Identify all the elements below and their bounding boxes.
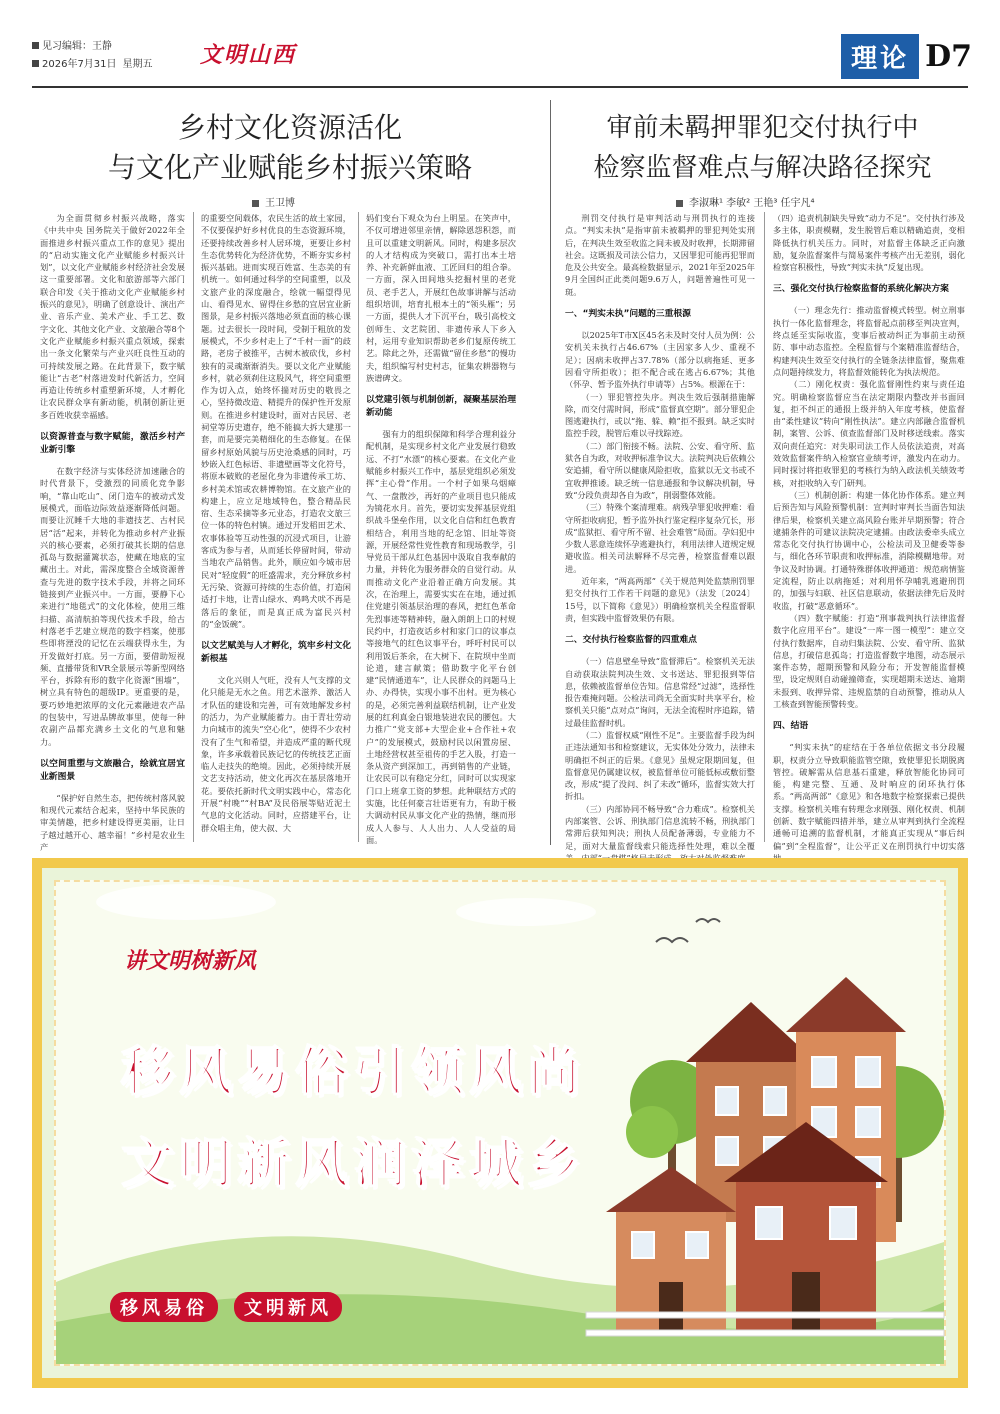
- paragraph: （四）数字赋能：打造“刑事裁判执行法律监督数字化应用平台”。建设“一库一图一模型”：建立交付执行数据库，自动归集法院、公安、看守所、监狱信息，打破信息孤岛；打造监督数字地图，动态展示案件态势，超期预警和风险分布；开发智能监督模型，设定规则自动碰撞筛查，实现超期未送达、逾期未报到、收押异常、违规监禁的自动预警，推动从人工核查到智能预警转变。: [773, 612, 965, 709]
- author: 王卫博: [265, 198, 295, 209]
- column-divider: [193, 212, 194, 842]
- title-line: 审前未羁押罪犯交付执行中: [606, 113, 919, 143]
- left-article-title: [40, 108, 540, 188]
- paragraph: 妈们变台下观众为台上明星。在笑声中，不仅可增进邻里亲情，解除恩怨积怨，而且可以重建文明新风。同时，构建多层次的人才结构成为突破口，需打出本土培养、补充新鲜血液、工匠回归的组合拳。一方面，深入田间地头挖掘村里的老党员、老手艺人，开展红色故事讲解与活动组织培训，培育扎根本土的“领头雁”；另一方面，提供人才下沉平台，吸引高校文创师生、文艺院团、非遗传承人下乡入村，运用专业知识帮助老乡们复原传统工艺。除此之外，还需做“留住乡愁”的慢功夫，组织编写村史村志，征集农耕器物与族谱碑文。: [366, 213, 516, 383]
- paragraph: 的重要空间载体，农民生活的故土家园，不仅要保护好乡村优良的生态资源环境，还要持续改善乡村人居环境，更要让乡村生态优势转化为经济优势，不断夯实乡村振兴基础。进而实现百姓富、生态美的有机统一。如何通过科学的空间重塑，以及文旅产业的深度融合，绘就一幅望得见山、看得见水、留得住乡愁的宜居宜业新图景，是乡村振兴落地必须直面的核心课题。过去很长一段时间，受制于粗放的发展模式，不少乡村走上了“千村一面”的歧路，老房子被推平，古树木被砍伐，乡村独有的灵魂渐渐消失。要以文化产业赋能乡村，就必须刹住这股风气，将空间重塑作为切入点，始终怀揣对历史的敬畏之心，坚持微改造、精提升的保护性开发原则。在推进乡村建设时，面对古民居、老祠堂等历史遗存，绝不能搞大拆大建那一套，而是要完美精细化的生态修复。在保留乡村原始风貌与历史沧桑感的同时，巧妙嵌入红色标语、非遗壁画等文化符号，将原本破败的老屋化身为非遗传承工坊、乡村美术馆或农耕博物馆。在文旅产业的构建上，应立足地域特色，整合精品民宿、生态采摘等多元业态，打造农文旅三位一体的特色村镇。通过开发稻田艺术、农事体验等互动性强的沉浸式项目，让游客成为参与者，从而延长停留时间，带动当地农产品销售。此外，顺应如今城市居民对“轻度假”的旺盛需求，充分释放乡村无污染、资源可持续的生态价值，打造闲适打卡地，让青山绿水、鸡鸣犬吠不再是落后的象征，而是真正成为富民兴村的“金饭碗”。: [201, 213, 351, 629]
- paragraph: 在数字经济与实体经济加速融合的时代背景下，受激烈的同质化竞争影响，“靠山吃山”、闭门造车的被动式发展模式，面临边际效益逐渐降低问题。而要让沉睡千大地的非遗技艺、古村民居“活”起来，并转化为推动乡村产业振兴的核心要素，必须打破其长期的信息孤岛与数据灌篱状态，使藏在地底的宝藏出土。对此，需深度整合全域资源普查与先进的数字技术手段，并将之同环链接到产业振兴中。一方面，要静下心来进行“地毯式”的文化体检，使用三维扫描、高清航拍等现代技术手段，给古村落老手艺建立规范的数字档案，使那些即将湮没的记忆在云端获得永生，为开发做好打底。另一方面，要借助短视频、直播带货和VR全景展示等新型网络平台，拆除有形的数字化资源“围墙”，树立具有特色的超级IP。更重要的是，要巧妙地把浓厚的文化元素融进农产品的包装中，写进品牌故事里，使每一种农副产品都充满乡土文化的气息和魅力。: [40, 466, 185, 747]
- section-heading: 三、强化交付执行检察监督的系统化解决方案: [773, 284, 949, 295]
- left-article-column-2: [201, 212, 351, 842]
- right-byline: [676, 194, 815, 209]
- bird-icon: [656, 938, 688, 942]
- section-logo: 文明山西: [200, 42, 297, 68]
- column-divider: [764, 212, 765, 842]
- square-bullet-icon: [32, 60, 39, 67]
- page-header: [32, 34, 972, 82]
- paragraph: （二）监督权威“刚性不足”。主要监督手段为纠正违法通知书和检察建议，无实体处分效力，法律未明确拒不纠正的后果。《意见》虽规定限期回复，但监督意见仍属建议权，被监督单位可能低标或敷衍整改，形成“提了没问、纠了未改”循环，监督实效大打折扣。: [565, 729, 755, 802]
- paragraph: （一）罪犯管控失序。判决生效后强制措施解除，而交付需时间，形成“监督真空期”。部分罪犯企图逃避执行，或以“拖、躲、赖”拒不报到。缺乏实时监控手段，脱管后难以寻找踪迹。: [565, 391, 755, 439]
- column-tag: 理论: [841, 34, 919, 79]
- paragraph: 以2025年T市X区45名未及时交付人员为例：公安机关未执行占46.67%（主因家多人少、重视不足）；因病未收押占37.78%（部分以病拖延、更多因看守所拒收）；拒不配合或在逃占6.67%；其他（怀孕、暂予监外执行申请等）占5%。根源在于：: [565, 330, 755, 390]
- banner-headline-1: 移风易俗引领风尚: [122, 1043, 587, 1103]
- square-bullet-icon: [32, 42, 39, 49]
- paragraph: “保护好自然生态，把传统村落风貌和现代元素结合起来，坚持中华民族的审美情趣，把乡村建设得更美丽，让日子越过越开心、越幸福！”乡村是农业生产: [40, 792, 185, 853]
- paragraph: 文化兴则人气旺，没有人气支撑的文化只能是无水之鱼。用艺术滋养、激活人才队伍的建设和完善，可有效地解发乡村的活力，为产业赋能蓄力。由于青壮劳动力向城市的流失“空心化”，使得不少农村没有了生气和希望，并造成严重的断代现象，许多承载着民族记忆的传统技艺正面临人走技失的绝境。因此，必须持续开展文艺支持活动，使文化再次在基层落地开花。要依托新时代文明实践中心，常态化开展“村晚”“村BA”及民俗展等贴近泥土气息的文化活动。同时，应搭建平台，让群众唱主角，使大叔、大: [201, 675, 351, 833]
- right-article-column-2: [773, 212, 965, 851]
- public-service-banner: [32, 858, 968, 1388]
- authors: 李淑琳¹ 李敏² 王艳³ 任宇凡⁴: [689, 198, 815, 209]
- section-heading: 一、“判实未执”问题的三重根源: [565, 309, 691, 320]
- right-article-title: [560, 108, 965, 188]
- bird-icon: [696, 919, 720, 922]
- paragraph: （四）追责机制缺失导致“动力不足”。交付执行涉及多主体，职责模糊，发生脱管后难以精确追责，变相降低执行机关压力。同时，对监督主体缺乏正向激励，复杂监督案件与简易案件考核产出无差别，弱化检察官积极性，导致“判实未执”反复出现。: [773, 213, 965, 273]
- paragraph: 为全面贯彻乡村振兴战略，落实《中共中央 国务院关于做好2022年全面推进乡村振兴重点工作的意见》提出的“启动实施文化产业赋能乡村振兴计划”，以文化产业赋能乡村经济社会发展这一重要部署。文化和旅游部等六部门联合印发《关于推动文化产业赋能乡村振兴的意见》，明确了创意设计、演出产业、音乐产业、美术产业、手工艺、数字文化、其他文化产业、文旅融合等8个文化产业赋能乡村振兴重点领域，探索出一条文化繁荣与产业兴旺良性互动的可持续发展之路。在此背景下，数字赋能让“古老”村落进发时代新活力，空间再造让传统乡村重塑新环境，人才孵化让农民群众享有新动能，机制创新让更多百姓收获幸福感。: [40, 213, 185, 420]
- section-heading: 以党建引领与机制创新，凝聚基层治理新动能: [366, 395, 516, 419]
- title-line: 与文化产业赋能乡村振兴策略: [107, 151, 472, 184]
- section-heading: 以文艺赋美与人才孵化，筑牢乡村文化新根基: [201, 641, 351, 665]
- column-header: [841, 34, 972, 79]
- paragraph: 近年来，“两高两部”《关于规范判处监禁刑罚罪犯交付执行工作若干问题的意见》（法发〔2024〕15号，以下简称《意见》）明确检察机关全程监督职责，但实践中监督效果仍有限。: [565, 576, 755, 623]
- right-article-column-1: [565, 212, 755, 851]
- article-divider: [550, 100, 551, 845]
- paragraph: “判实未执”的症结在于各单位依据文书分段履职，权责分立导致职能监管空隙，致使罪犯长期脱离管控。破解需从信息基石重建，释放智能化协同可能，构建完整、互通、及时响应的闭环执行体系。“两高两部”《意见》和各地数字检察探索已提供支撑。检察机关唯有转理念求刚强、刚化权责、机制创新、数字赋能四措并举，建立从审判到执行全流程通畅可追溯的监督机制，才能真正实现从“事后纠偏”到“全程监督”，让公平正义在刑罚执行中切实落: [773, 742, 965, 851]
- left-byline: [252, 194, 295, 209]
- paragraph: （一）理念先行：推动监督模式转型。树立刑事执行一体化监督理念，将监督起点前移至判决宣判，终点延至实际收监，变事后被动纠正为事前主动预防、事中动态监控。全程监督与个案精准监督结合，构建判决生效至交付执行的全链条法律监督，聚焦难点问题持续发力，将监督效能转化为执法规范。: [773, 305, 965, 377]
- banner-slogan: 讲文明树新风: [124, 948, 257, 974]
- paragraph: （二）部门衔接不畅。法院、公安、看守所、监狱各自为政，对收押标准争议大。法院判决后依赖公安追捕，看守所以健康风险拒收，监狱以无文书或不宜收押推诿。缺乏统一信息通报和争议解决机制，导致“分段负责却各自为政”，削弱整体效能。: [565, 440, 755, 500]
- paragraph: （三）机制创新：构建一体化协作体系。建立判后预告知与风险预警机制：宣判时审判长当面告知法律后果，检察机关建立高风险台账并早期预警；符合逮捕条件的可建议法院决定逮捕。由政法委牵头成立常态化交付执行协调中心，公检法司及卫健委等参与，细化各环节职责和收押标准，消除模糊地带。对争议及时协调。打通特殊群体收押通道：规范病情鉴定流程，防止以病拖延；对利用怀孕哺乳逃避刑罚的，加强与妇联、社区信息联动，依据法律先后及时收监，打破“恶意循环”。: [773, 489, 965, 611]
- banner-tag: 文明新风: [234, 1292, 342, 1322]
- section-heading: 以空间重塑与文旅融合，绘就宜居宜业新图景: [40, 758, 185, 782]
- paragraph: 刑罚交付执行是审判活动与刑罚执行的连接点。“判实未执”是指审前未被羁押的罪犯判处实刑后，在判决生效至收监之间未被及时收押，长期滞留社会。这既损及司法公信力，又因罪犯可能再犯罪而危及公共安全。最高检数据显示，2021年至2025年9月全国纠正此类问题9.6万人，问题普遍性可见一斑。: [565, 213, 755, 297]
- section-heading: 四、结语: [773, 721, 809, 732]
- square-bullet-icon: [676, 200, 683, 207]
- header-meta: [32, 38, 159, 74]
- banner-tags: [110, 1292, 342, 1322]
- weekday: 星期五: [122, 59, 153, 70]
- column-divider: [358, 212, 359, 842]
- title-line: 乡村文化资源活化: [177, 111, 402, 144]
- square-bullet-icon: [252, 200, 259, 207]
- paragraph: 强有力的组织保障和科学合理利益分配机制，是实现乡村文化产业发展行稳致远、不打“水漂”的核心要素。在文化产业赋能乡村振兴工作中，基层党组织必须发挥“主心骨”作用。一个村子如果乌烟瘴气、一盘散沙，再好的产业项目也只能成为镜花水月。首先，要切实发挥基层党组织战斗堡垒作用，以文化自信和红色教育相结合，利用当地的纪念馆、旧址等资源，开展经常性党性教育和现场教学，引导党员干部从红色基因中汲取自我奉献的力量，并转化为服务群众的自觉行动。从而推动文化产业沿着正确方向发展。其次，在治理上，需要实实在在地，通过抓住党建引领基层治理的春风，把红色革命先烈事迹等精神转，融入朗朗上口的村规民约中，打造夜话乡村和家门口的议事点等接地气的红色议事平台，呼吁村民可以利用饭后茶余，在大树下、在院坝中坐而论道，建言献策；借助数字化平台创建“民情通道车”，让人民群众的问题马上办、办得快，实现小事不出村。更为核心的是，必须完善利益联结机制，让产业发展的红利真金白银地装进农民的腰包。大力推广“党支部+大型企业+合作社+农户”的发展模式，鼓励村民以闲置房屋、土地经营权甚至祖传的手艺入股，打造一条从资产到深加工，再到销售的产业链，让农民可以有稳定分红，同时可以实现家门口上班拿工资的梦想。此种联结方式的实施，比任何豪言壮语更有力，有助于极大调动村民从事文化产业的热情，继而形成人人参与、人人出力、人人受益的局面。: [366, 429, 516, 845]
- banner-headline-2: 文明新风润泽城乡: [122, 1135, 587, 1195]
- paragraph: （三）内部协同不畅导致“合力难成”。检察机关内部案管、公诉、刑执部门信息流转不畅，刑执部门常滞后获知判决；刑执人员配备薄弱，专业能力不足，面对大量监督线索只能选择性处理，难以全覆: [565, 803, 755, 851]
- title-line: 检察监督难点与解决路径探究: [593, 153, 932, 183]
- editor: 见习编辑：王静: [42, 41, 112, 52]
- issue-date: 2026年7月31日: [42, 59, 117, 70]
- left-article-column-1: [40, 212, 185, 853]
- page-number: D7: [925, 39, 972, 74]
- section-heading: 以资源普查与数字赋能，激活乡村产业新引擎: [40, 432, 185, 456]
- section-heading: 二、交付执行检察监督的四重难点: [565, 635, 697, 646]
- left-article-column-3: [366, 212, 516, 845]
- banner-tag: 移风易俗: [110, 1292, 218, 1322]
- paragraph: （二）刚化权责：强化监督刚性约束与责任追究。明确检察监督应当在法定期限内整改并书面回复，拒不纠正的通报上级并纳入年度考核，使监督由“柔性建议”转向“刚性执法”。建立内部融合监督机制，案管、公诉、侦查监督部门及时移送线索。落实双向责任追究：对失职司法工作人员依法追责，对高效效监督案件纳入检察官业绩考评，激发内在动力。同时探讨将拒收罪犯的考核行为纳入政法机关绩效考核，对拒收纳入专门研判。: [773, 379, 965, 488]
- header-rule: [32, 86, 968, 88]
- paragraph: （一）信息壁垒导致“监督滞后”。检察机关无法自动获取法院判决生效、文书送达、罪犯报到等信息，依赖被监督单位告知。信息常经“过滤”，选择性报告难掩问题。公检法司尚无全面实时共享平台，检察机关只能“点对点”询问，无法全流程时序追踪，错过最佳监督时机。: [565, 656, 755, 728]
- paragraph: （三）特殊个案清理难。病残孕罪犯收押难：看守所拒收病犯，暂予监外执行鉴定程序复杂冗长，形成“监狱拒、看守所不留、社会难管”局面。孕妇犯中少数人恶意连续怀孕逃避执行，利用法律人道规定规避收监。相关司法解释不尽完善，检察监督难以跟进。: [565, 502, 755, 574]
